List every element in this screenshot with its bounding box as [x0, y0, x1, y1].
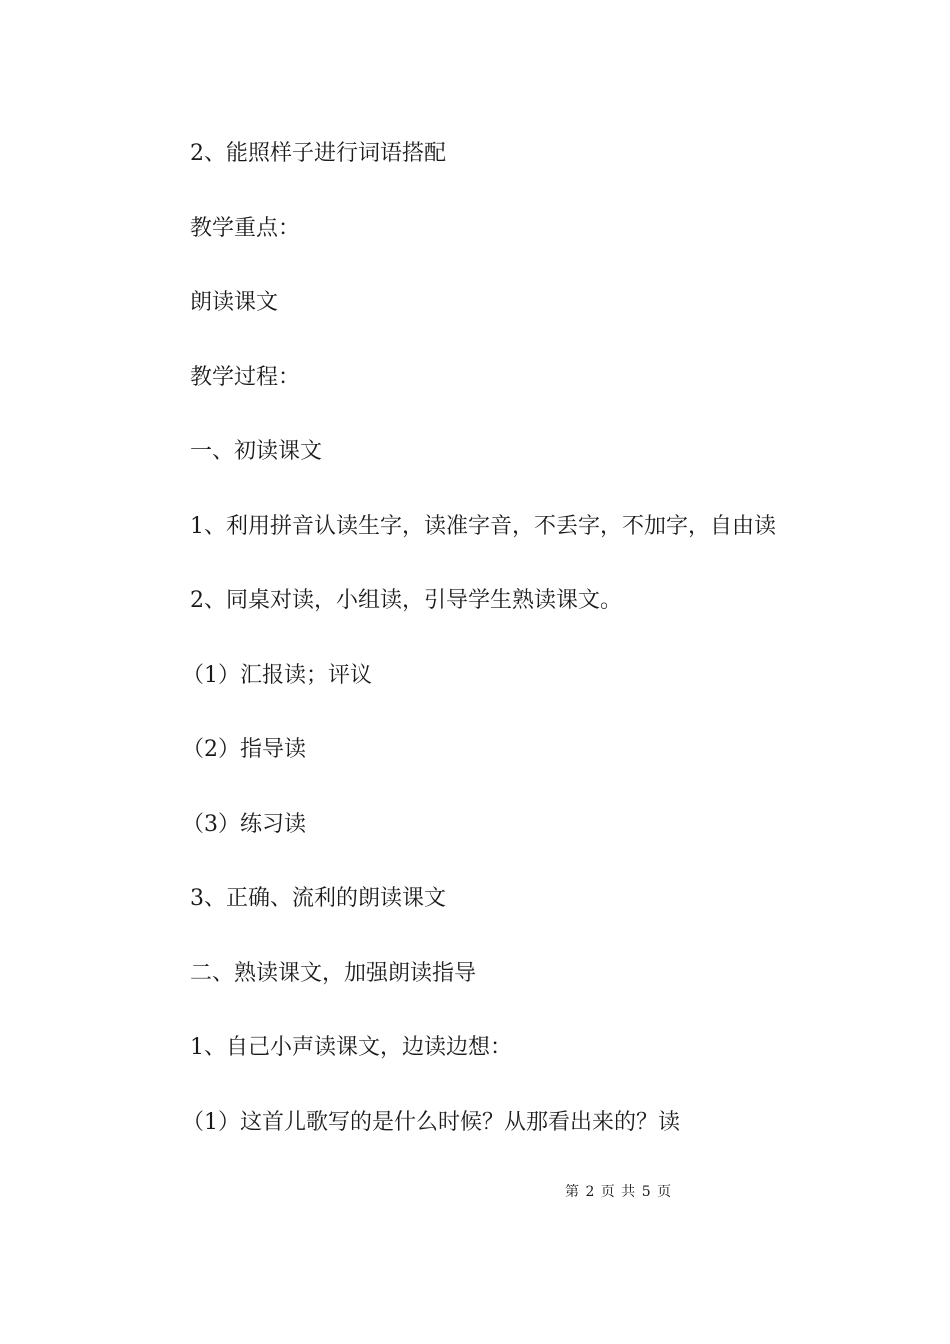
text-line-step-1-2: 2、同桌对读，小组读，引导学生熟读课文。	[190, 588, 622, 613]
text-line-step-1-3: 3、正确、流利的朗读课文	[190, 886, 446, 911]
text-line-substep-2: （2）指导读	[182, 737, 306, 762]
section-heading-1: 一、初读课文	[190, 439, 323, 464]
text-line-substep-1: （1）汇报读；评议	[182, 662, 372, 688]
page-content	[182, 134, 830, 1177]
text-line-substep-3: （3）练习读	[182, 811, 306, 837]
page-number: 第 2 页 共 5 页	[565, 1184, 673, 1200]
text-line-step-1-1: 1、利用拼音认读生字，读准字音，不丢字，不加字，自由读	[190, 513, 776, 539]
text-line-key-point: 朗读课文	[190, 290, 279, 315]
text-line-step-2-1: 1、自己小声读课文，边读边想：	[190, 1035, 512, 1060]
heading-teaching-process: 教学过程：	[190, 364, 301, 390]
text-line-question-1: （1）这首儿歌写的是什么时候？从那看出来的？读	[182, 1109, 680, 1135]
heading-key-points: 教学重点：	[190, 215, 301, 241]
text-line-objective-2: 2、能照样子进行词语搭配	[190, 141, 446, 166]
section-heading-2: 二、熟读课文，加强朗读指导	[190, 960, 477, 986]
